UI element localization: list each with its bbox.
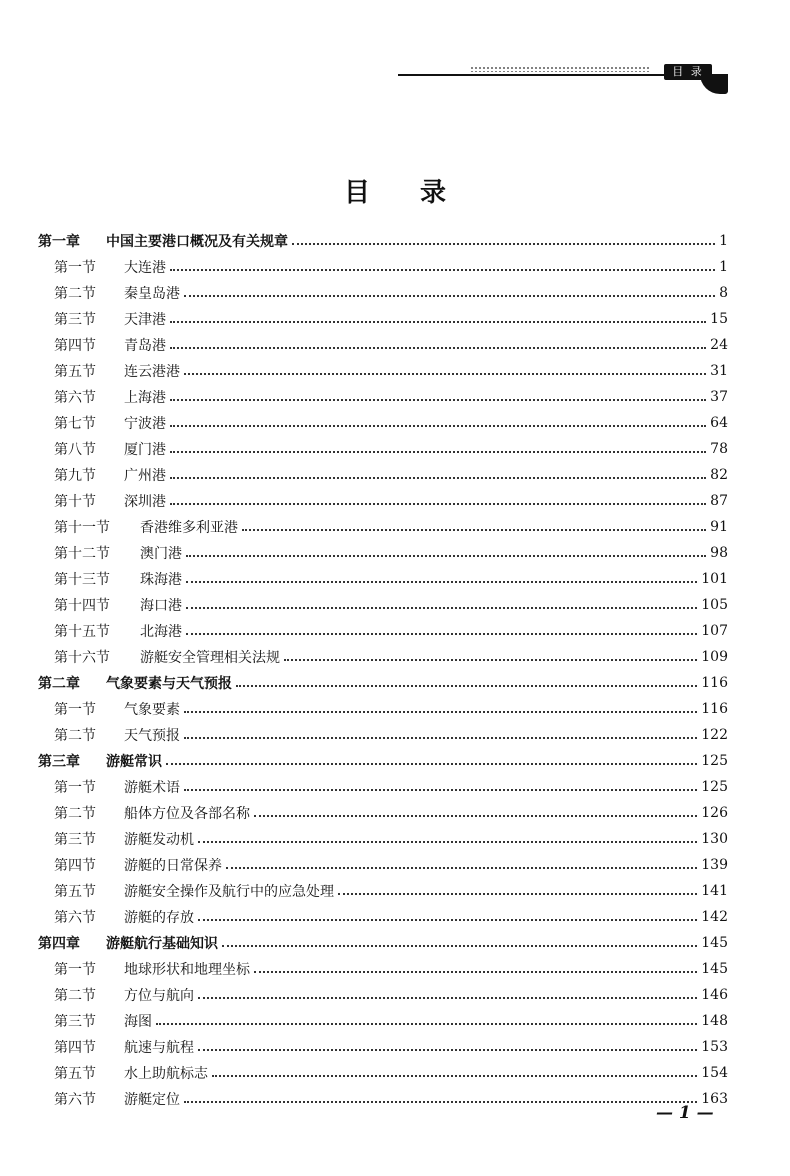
toc-entry-number: 第十五节 [54,624,110,640]
toc-entry-page: 24 [710,337,728,353]
toc-entry-number: 第十节 [54,494,96,510]
toc-section-row[interactable] [0,618,790,644]
toc-entry-page: 91 [710,519,728,535]
dot-leader [222,945,697,947]
toc-entry-page: 163 [701,1091,728,1107]
toc-entry-number: 第七节 [54,416,96,432]
dot-leader [292,243,715,245]
toc-entry-title: 游艇安全管理相关法规 [140,650,280,666]
dot-leader [198,997,697,999]
toc-entry-page: 105 [701,597,728,613]
toc-entry-page: 125 [701,779,728,795]
toc-chapter-row[interactable] [0,228,790,254]
toc-section-row[interactable] [0,982,790,1008]
toc-entry-number: 第三节 [54,832,96,848]
toc-entry-number: 第十六节 [54,650,110,666]
dot-leader [242,529,706,531]
toc-chapter-row[interactable] [0,748,790,774]
toc-entry-page: 126 [701,805,728,821]
toc-entry-number: 第一章 [38,234,80,250]
toc-section-row[interactable] [0,774,790,800]
toc-entry-number: 第四节 [54,858,96,874]
toc-entry-page: 125 [701,753,728,769]
toc-entry-page: 98 [710,545,728,561]
toc-entry-title: 游艇航行基础知识 [106,936,218,952]
toc-entry-number: 第二节 [54,728,96,744]
toc-section-row[interactable] [0,826,790,852]
dot-leader [170,269,715,271]
header-dot-pattern [470,66,650,72]
toc-section-row[interactable] [0,384,790,410]
dot-leader [170,347,706,349]
toc-entry-number: 第四节 [54,1040,96,1056]
toc-entry-page: 82 [710,467,728,483]
toc-entry-title: 秦皇岛港 [124,286,180,302]
header-badge: 目 录 [664,64,712,80]
toc-entry-page: 109 [701,649,728,665]
dot-leader [186,607,697,609]
dot-leader [198,919,697,921]
toc-entry-page: 37 [710,389,728,405]
dot-leader [186,581,697,583]
toc-entry-number: 第二章 [38,676,80,692]
dot-leader [186,633,697,635]
toc-entry-page: 153 [701,1039,728,1055]
table-of-contents [0,228,790,1112]
toc-entry-title: 航速与航程 [124,1040,194,1056]
toc-entry-page: 130 [701,831,728,847]
toc-entry-title: 海图 [124,1014,152,1030]
toc-entry-page: 101 [701,571,728,587]
dot-leader [254,815,697,817]
toc-section-row[interactable] [0,592,790,618]
toc-section-row[interactable] [0,722,790,748]
toc-entry-title: 宁波港 [124,416,166,432]
toc-section-row[interactable] [0,254,790,280]
toc-section-row[interactable] [0,436,790,462]
toc-section-row[interactable] [0,462,790,488]
toc-entry-number: 第十一节 [54,520,110,536]
toc-entry-page: 8 [719,285,728,301]
toc-entry-number: 第三节 [54,312,96,328]
toc-section-row[interactable] [0,1008,790,1034]
toc-entry-title: 中国主要港口概况及有关规章 [106,234,288,250]
toc-entry-number: 第五节 [54,884,96,900]
toc-section-row[interactable] [0,410,790,436]
toc-section-row[interactable] [0,514,790,540]
toc-entry-number: 第三章 [38,754,80,770]
toc-section-row[interactable] [0,878,790,904]
toc-entry-title: 水上助航标志 [124,1066,208,1082]
dot-leader [184,295,715,297]
toc-section-row[interactable] [0,358,790,384]
dot-leader [338,893,697,895]
toc-entry-title: 香港维多利亚港 [140,520,238,536]
toc-entry-number: 第二节 [54,988,96,1004]
toc-section-row[interactable] [0,488,790,514]
page-header [0,58,790,98]
toc-section-row[interactable] [0,332,790,358]
toc-entry-number: 第五节 [54,1066,96,1082]
dot-leader [184,789,697,791]
page-number: — 1 — [656,1103,714,1123]
dot-leader [166,763,697,765]
dot-leader [226,867,697,869]
toc-entry-number: 第一节 [54,962,96,978]
toc-entry-page: 116 [701,675,728,691]
toc-entry-page: 15 [710,311,728,327]
toc-chapter-row[interactable] [0,930,790,956]
page-title: 目录 [343,178,496,208]
toc-entry-title: 气象要素与天气预报 [106,676,232,692]
toc-entry-title: 珠海港 [140,572,182,588]
dot-leader [170,477,706,479]
toc-chapter-row[interactable] [0,670,790,696]
toc-section-row[interactable] [0,904,790,930]
dot-leader [170,503,706,505]
toc-section-row[interactable] [0,956,790,982]
toc-section-row[interactable] [0,1060,790,1086]
toc-entry-title: 厦门港 [124,442,166,458]
toc-section-row[interactable] [0,306,790,332]
toc-entry-page: 1 [719,259,728,275]
toc-entry-number: 第六节 [54,910,96,926]
toc-entry-title: 青岛港 [124,338,166,354]
toc-entry-title: 地球形状和地理坐标 [124,962,250,978]
toc-entry-title: 游艇术语 [124,780,180,796]
toc-entry-title: 北海港 [140,624,182,640]
toc-entry-title: 海口港 [140,598,182,614]
toc-entry-title: 游艇定位 [124,1092,180,1108]
toc-section-row[interactable] [0,696,790,722]
toc-entry-page: 145 [701,935,728,951]
toc-entry-page: 145 [701,961,728,977]
dot-leader [184,711,697,713]
toc-section-row[interactable] [0,644,790,670]
toc-entry-title: 天气预报 [124,728,180,744]
toc-entry-page: 146 [701,987,728,1003]
dot-leader [156,1023,697,1025]
toc-entry-title: 连云港港 [124,364,180,380]
dot-leader [284,659,697,661]
toc-entry-page: 116 [701,701,728,717]
toc-entry-number: 第十四节 [54,598,110,614]
toc-entry-number: 第九节 [54,468,96,484]
toc-entry-page: 154 [701,1065,728,1081]
toc-entry-page: 142 [701,909,728,925]
toc-entry-number: 第六节 [54,1092,96,1108]
toc-entry-page: 78 [710,441,728,457]
toc-entry-title: 方位与航向 [124,988,194,1004]
toc-entry-page: 107 [701,623,728,639]
toc-entry-title: 游艇发动机 [124,832,194,848]
toc-section-row[interactable] [0,540,790,566]
toc-entry-page: 122 [701,727,728,743]
toc-section-row[interactable] [0,280,790,306]
toc-entry-page: 1 [719,233,728,249]
toc-section-row[interactable] [0,852,790,878]
toc-entry-number: 第四节 [54,338,96,354]
dot-leader [198,841,697,843]
toc-entry-number: 第一节 [54,260,96,276]
toc-entry-title: 游艇安全操作及航行中的应急处理 [124,884,334,900]
toc-entry-number: 第六节 [54,390,96,406]
toc-entry-title: 大连港 [124,260,166,276]
toc-entry-page: 139 [701,857,728,873]
header-rule [398,74,698,76]
toc-entry-title: 船体方位及各部名称 [124,806,250,822]
toc-entry-number: 第十二节 [54,546,110,562]
toc-entry-number: 第五节 [54,364,96,380]
toc-entry-number: 第二节 [54,806,96,822]
toc-entry-number: 第二节 [54,286,96,302]
toc-section-row[interactable] [0,566,790,592]
toc-entry-title: 气象要素 [124,702,180,718]
dot-leader [198,1049,697,1051]
dot-leader [170,321,706,323]
toc-section-row[interactable] [0,1034,790,1060]
toc-entry-page: 87 [710,493,728,509]
dot-leader [254,971,697,973]
toc-entry-title: 广州港 [124,468,166,484]
toc-entry-title: 深圳港 [124,494,166,510]
dot-leader [236,685,697,687]
dot-leader [170,399,706,401]
toc-entry-number: 第一节 [54,702,96,718]
toc-entry-number: 第八节 [54,442,96,458]
toc-entry-title: 游艇的存放 [124,910,194,926]
toc-entry-title: 游艇常识 [106,754,162,770]
toc-entry-page: 64 [710,415,728,431]
dot-leader [170,425,706,427]
toc-entry-title: 天津港 [124,312,166,328]
toc-entry-page: 141 [701,883,728,899]
dot-leader [170,451,706,453]
toc-entry-page: 148 [701,1013,728,1029]
toc-section-row[interactable] [0,800,790,826]
toc-entry-number: 第十三节 [54,572,110,588]
dot-leader [212,1075,697,1077]
toc-entry-page: 31 [710,363,728,379]
toc-entry-number: 第三节 [54,1014,96,1030]
dot-leader [184,737,697,739]
toc-entry-number: 第一节 [54,780,96,796]
dot-leader [184,373,706,375]
toc-entry-title: 澳门港 [140,546,182,562]
toc-entry-title: 游艇的日常保养 [124,858,222,874]
dot-leader [184,1101,697,1103]
dot-leader [186,555,706,557]
toc-entry-title: 上海港 [124,390,166,406]
toc-entry-number: 第四章 [38,936,80,952]
